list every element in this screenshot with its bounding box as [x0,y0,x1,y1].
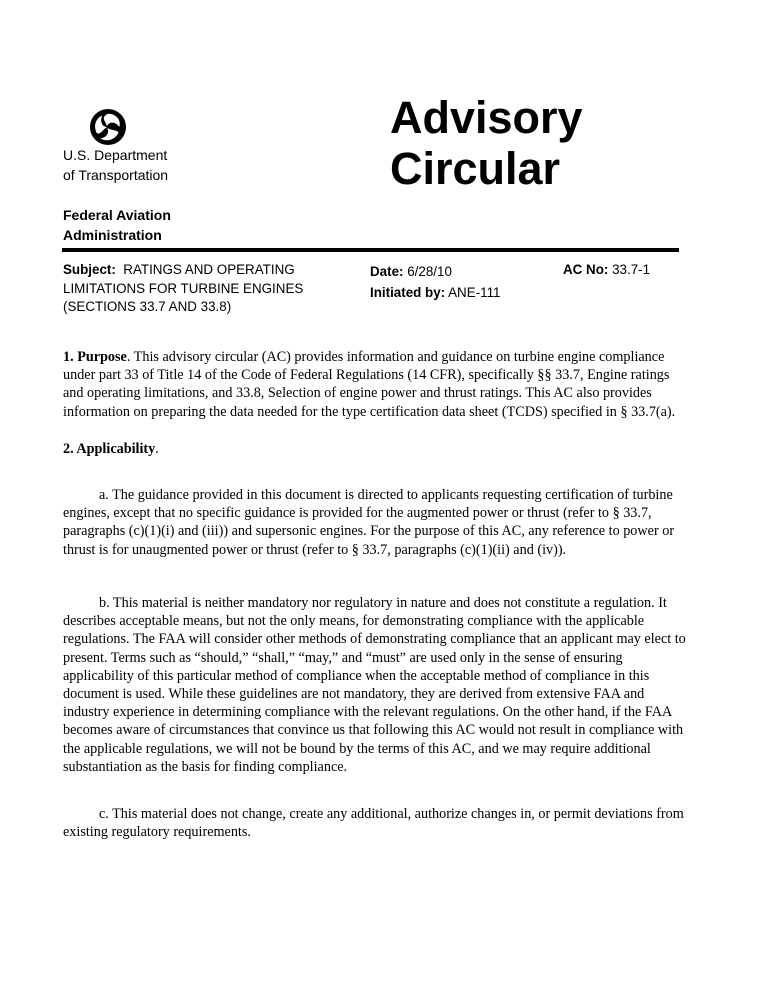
paragraph-c: c. This material does not change, create any additional, authorize changes in, or permit deviations from existing regulatory requirements. [63,806,684,841]
agency-name: Federal Aviation Administration [63,207,171,243]
dot-logo-icon [89,108,127,146]
date-block: Date: 6/28/10 Initiated by: ANE-111 [370,264,501,300]
subject-block: Subject: RATINGS AND OPERATING LIMITATIONS FOR TURBINE ENGINES (SECTIONS 33.7 AND 33.8) [63,262,304,314]
header-divider [62,248,679,252]
department-name: U.S. Department of Transportation [63,147,169,183]
purpose-paragraph: 1. Purpose. This advisory circular (AC) provides information and guidance on turbine engine compliance under part 33 of Title 14 of the Code of Federal Regulations (14 CFR), specifically §§ 33.7, Engine ratings and operating limitations, and 33.8, Selection of engine power and thrust ratings. This AC also provides information on preparing the data needed for the type certification data sheet (TCDS) specified in § 33.7(a). [63,349,676,420]
document-title: Advisory Circular [390,92,583,194]
applicability-heading: 2. Applicability. [63,441,159,457]
paragraph-b: b. This material is neither mandatory nor regulatory in nature and does not constitute a regulation. It describes acceptable means, but not the only means, for demonstrating compliance with the applicable regulations. The FAA will consider other methods of demonstrating compliance that an applicant may elect to present. Terms such as “should,” “shall,” “may,” and “must” are used only in the sense of ensuring applicability of this particular method of compliance when the acceptable method of compliance in this document is used. While these guidelines are not mandatory, they are derived from extensive FAA and industry experience in determining compliance with the relevant regulations. On the other hand, if the FAA becomes aware of circumstances that convince us that following this AC would not result in compliance with the applicable regulations, we will not be bound by the terms of this AC, and we may require additional substantiation as the basis for finding compliance. [63,595,686,775]
paragraph-a: a. The guidance provided in this document is directed to applicants requesting certification of turbine engines, except that no specific guidance is provided for the augmented power or thrust (refer to § 33.7, paragraphs (c)(1)(i) and (iii)) and supersonic engines. For the purpose of this AC, any reference to power or thrust is for unaugmented power or thrust (refer to § 33.7, paragraphs (c)(1)(ii) and (iv)). [63,487,675,558]
ac-number: AC No: 33.7-1 [563,262,651,277]
